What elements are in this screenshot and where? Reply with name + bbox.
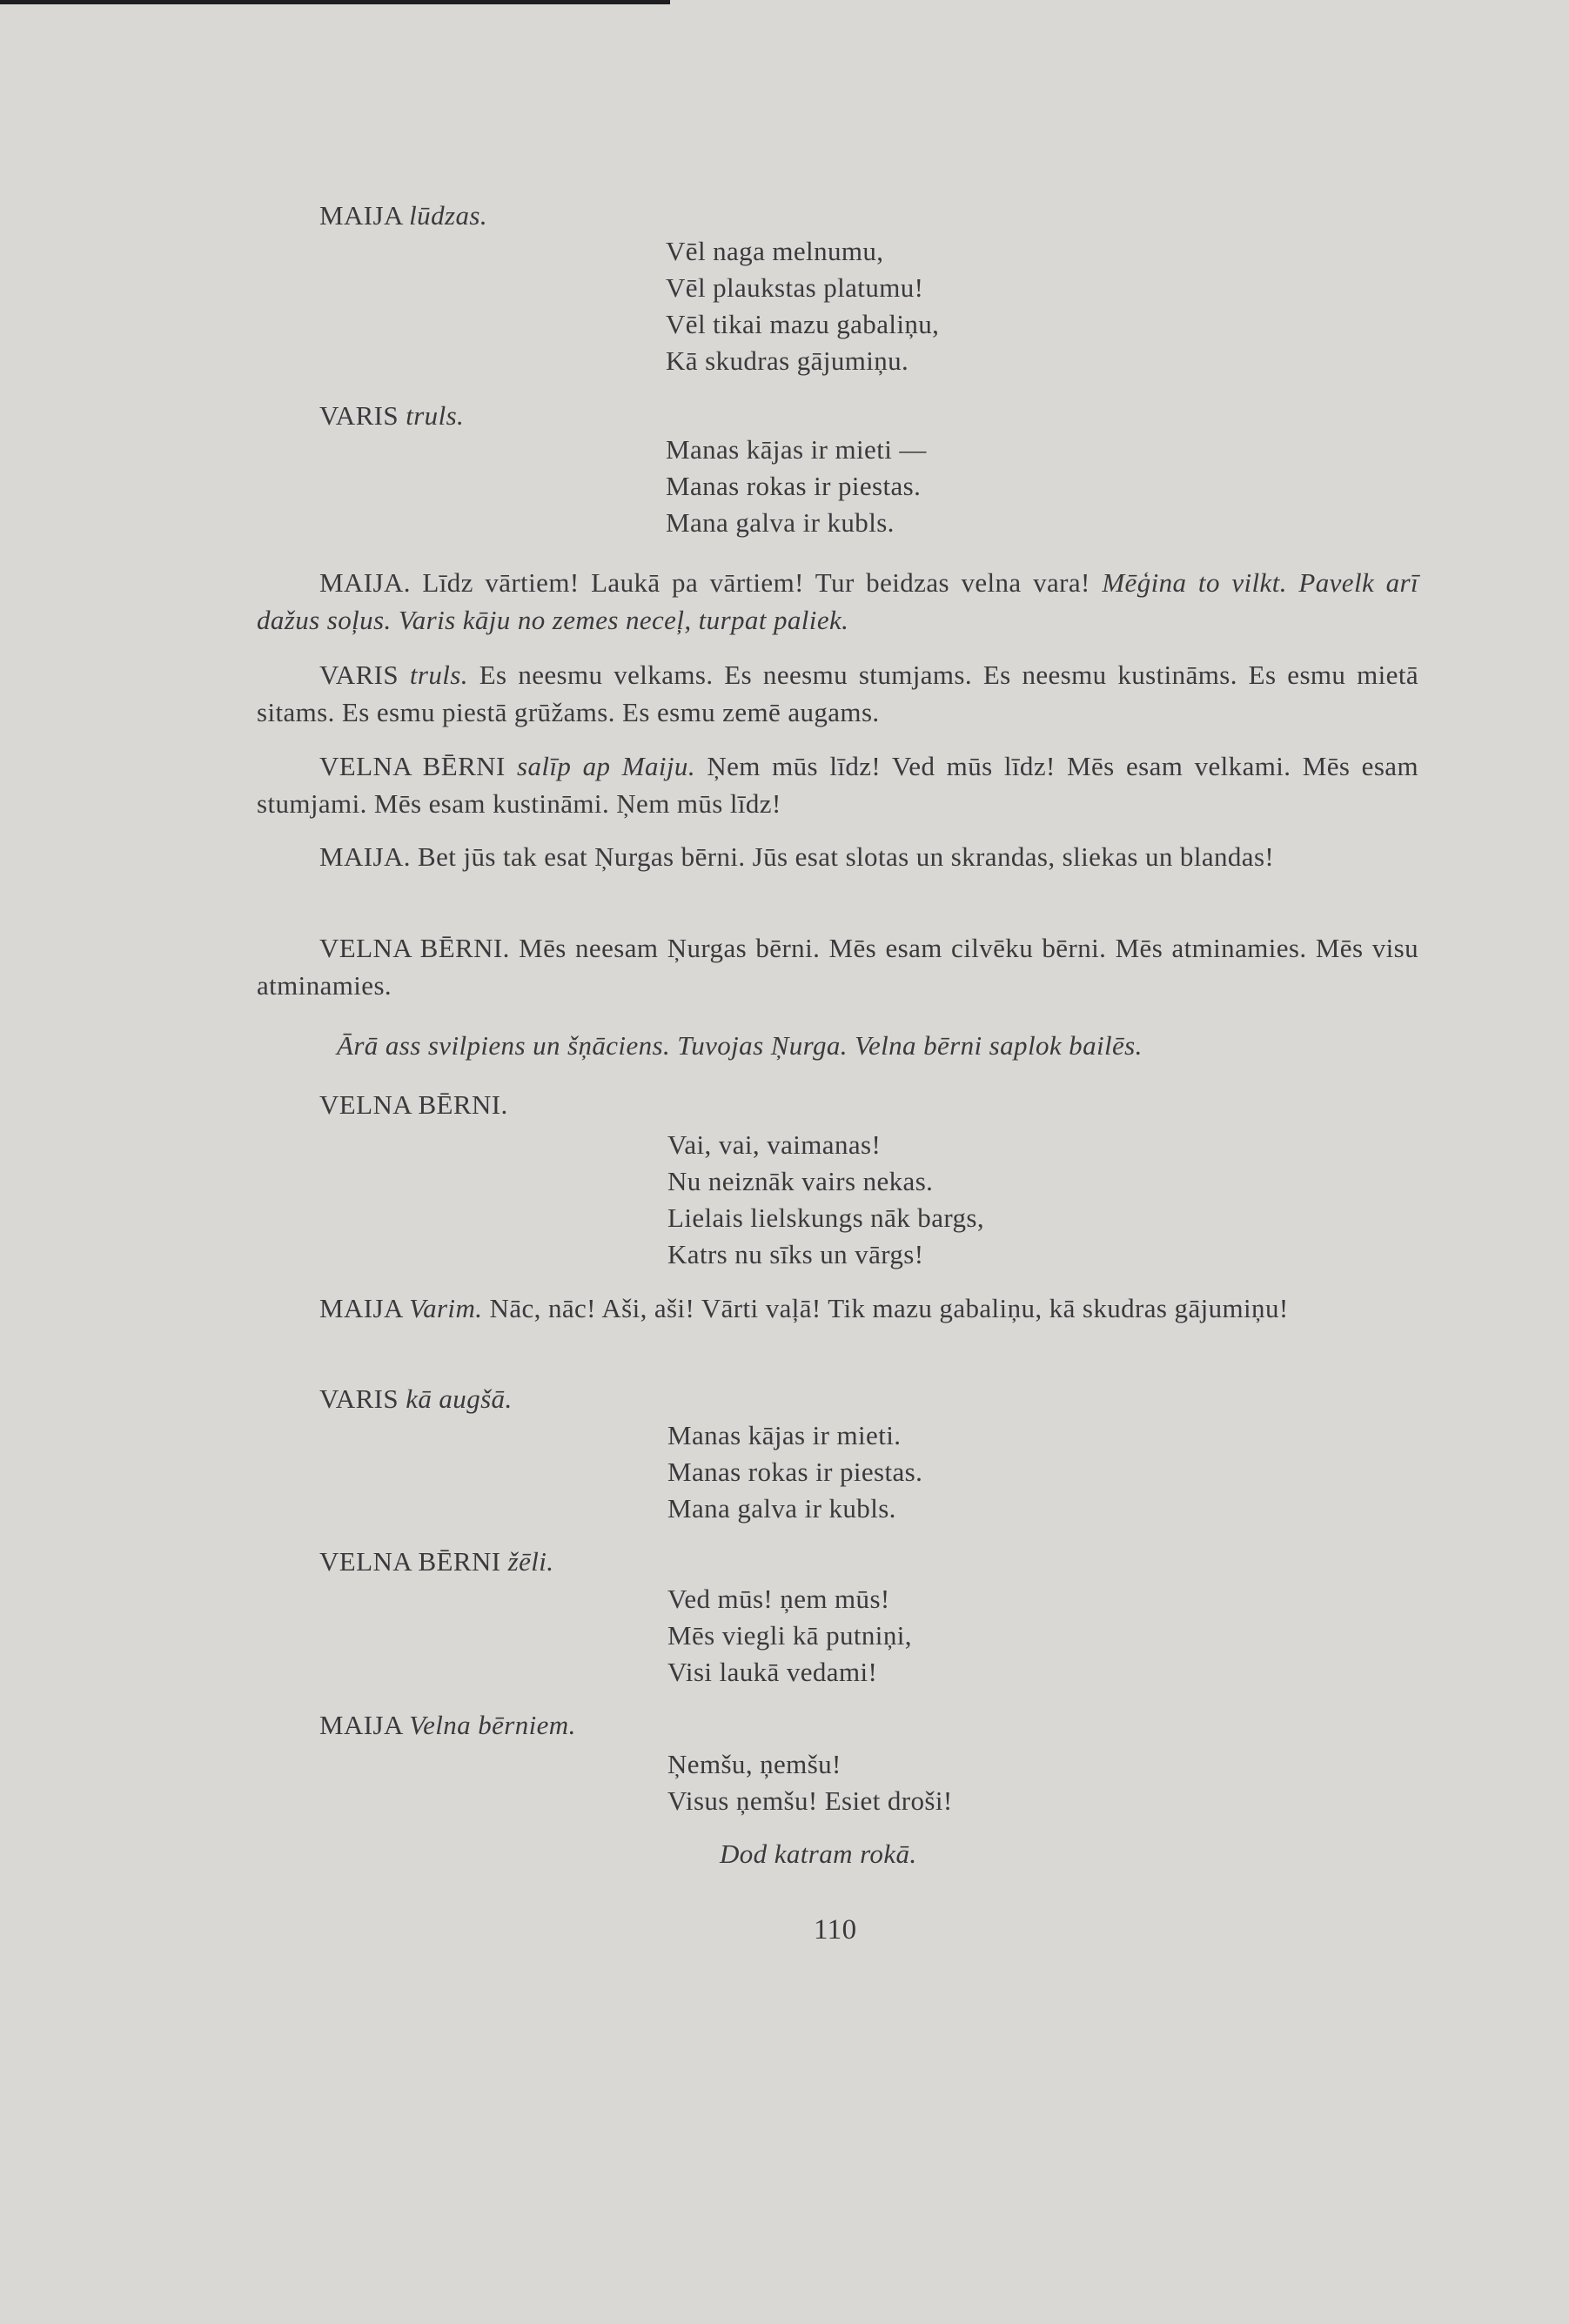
- scan-edge-bar: [0, 0, 670, 4]
- verse-line: Vēl plaukstas platumu!: [666, 272, 924, 303]
- stage-direction-line: Dod katram rokā.: [720, 1838, 917, 1869]
- verse-line: Vai, vai, vaimanas!: [667, 1129, 882, 1160]
- speaker-line: [319, 1710, 576, 1741]
- speaker-line: [319, 1089, 508, 1121]
- speaker-line: [319, 1383, 513, 1415]
- verse-line: Mēs viegli kā putniņi,: [667, 1620, 912, 1651]
- verse-line: Manas rokas ir piestas.: [666, 471, 922, 501]
- stage-direction: truls.: [406, 400, 465, 431]
- verse-stanza: [667, 1746, 953, 1819]
- verse-line: Nu neiznāk vairs nekas.: [667, 1166, 934, 1196]
- verse-stanza: [666, 233, 939, 379]
- verse-line: Katrs nu sīks un vārgs!: [667, 1239, 924, 1269]
- speaker-line: [319, 1546, 553, 1577]
- speaker-name: MAIJA: [319, 1710, 403, 1740]
- verse-stanza: [667, 1127, 984, 1273]
- verse-line: Manas rokas ir piestas.: [667, 1457, 923, 1487]
- dialogue-paragraph: [257, 929, 1418, 1004]
- verse-line: Vēl naga melnumu,: [666, 236, 884, 266]
- verse-line: Ņemšu, ņemšu!: [667, 1749, 841, 1779]
- speaker-name: VELNA BĒRNI.: [319, 933, 510, 963]
- speaker-name: VARIS: [319, 1383, 399, 1414]
- speaker-name: MAIJA.: [319, 567, 411, 598]
- stage-direction: žēli.: [507, 1546, 554, 1577]
- verse-line: Ved mūs! ņem mūs!: [667, 1584, 890, 1614]
- verse-line: Manas kājas ir mieti —: [666, 434, 927, 465]
- dialogue-text: Mēs neesam Ņurgas bērni. Mēs esam cilvēku bērni. Mēs atminamies. Mēs visu atminamies.: [257, 933, 1419, 1001]
- page-number: 110: [814, 1914, 857, 1946]
- verse-line: Visi laukā vedami!: [667, 1657, 878, 1687]
- stage-direction: salīp ap Maiju.: [517, 751, 695, 781]
- dialogue-paragraph: [257, 656, 1418, 731]
- dialogue-paragraph: [257, 1289, 1418, 1327]
- stage-direction: lūdzas.: [409, 200, 487, 231]
- speaker-name: VELNA BĒRNI: [319, 751, 506, 781]
- dialogue-paragraph: [257, 838, 1418, 875]
- speaker-name: VELNA BĒRNI: [319, 1546, 501, 1577]
- stage-direction-line: Ārā ass svilpiens un šņāciens. Tuvojas Ņurga. Velna bērni saplok bailēs.: [337, 1030, 1143, 1061]
- verse-line: Lielais lielskungs nāk bargs,: [667, 1202, 985, 1233]
- verse-line: Kā skudras gājumiņu.: [666, 345, 909, 376]
- stage-direction: Velna bērniem.: [409, 1710, 576, 1740]
- stage-direction: truls.: [409, 660, 468, 690]
- verse-line: Vēl tikai mazu gabaliņu,: [666, 309, 940, 339]
- speaker-name: MAIJA.: [319, 841, 411, 872]
- verse-line: Manas kājas ir mieti.: [667, 1420, 902, 1450]
- speaker-line: [319, 400, 464, 432]
- speaker-name: MAIJA: [319, 1293, 403, 1323]
- verse-stanza: [667, 1417, 922, 1527]
- speaker-line: [319, 200, 487, 231]
- dialogue-text: Es neesmu velkams. Es neesmu stumjams. Es neesmu kustināms. Es esmu mietā sitams. Es esmu piestā grūžams. Es esmu zemē augams.: [257, 660, 1419, 727]
- dialogue-text: Ņem mūs līdz! Ved mūs līdz! Mēs esam velkami. Mēs esam stumjami. Mēs esam kustināmi. Ņem mūs līdz!: [257, 751, 1418, 819]
- dialogue-text: Līdz vārtiem! Laukā pa vārtiem! Tur beidzas velna vara!: [422, 567, 1090, 598]
- dialogue-text: Bet jūs tak esat Ņurgas bērni. Jūs esat slotas un skrandas, sliekas un blandas!: [418, 841, 1275, 872]
- verse-line: Mana galva ir kubls.: [667, 1493, 896, 1524]
- dialogue-text: Nāc, nāc! Aši, aši! Vārti vaļā! Tik mazu gabaliņu, kā skudras gājumiņu!: [489, 1293, 1289, 1323]
- verse-line: Visus ņemšu! Esiet droši!: [667, 1785, 953, 1816]
- dialogue-paragraph: [257, 564, 1418, 639]
- verse-stanza: [667, 1581, 912, 1691]
- dialogue-paragraph: [257, 747, 1418, 822]
- stage-direction: Mēģina to vilkt. Pavelk arī dažus soļus. Varis kāju no zemes neceļ, turpat paliek.: [257, 567, 1419, 635]
- speaker-name: MAIJA: [319, 200, 403, 231]
- speaker-name: VARIS: [319, 660, 399, 690]
- speaker-name: VELNA BĒRNI.: [319, 1089, 508, 1120]
- stage-direction: Varim.: [409, 1293, 483, 1323]
- stage-direction: kā augšā.: [406, 1383, 513, 1414]
- speaker-name: VARIS: [319, 400, 399, 431]
- verse-line: Mana galva ir kubls.: [666, 507, 895, 538]
- verse-stanza: [666, 432, 927, 541]
